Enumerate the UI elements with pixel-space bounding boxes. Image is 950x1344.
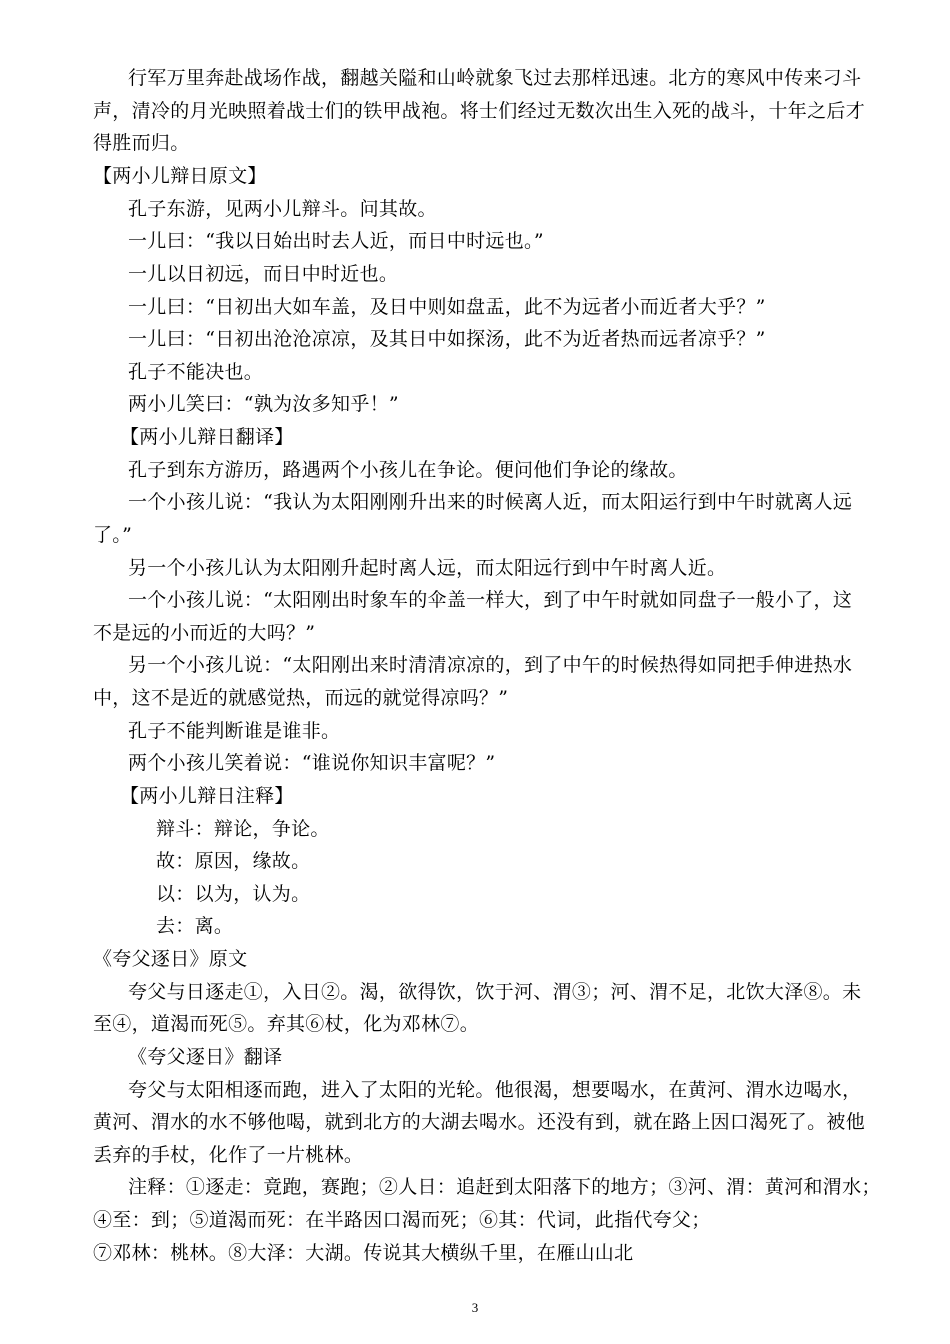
text-line: 另一个小孩儿说：“太阳刚出来时清清凉凉的，到了中午的时候热得如同把手伸进热水 bbox=[128, 654, 853, 676]
text-line: 不是远的小而近的大吗？” bbox=[93, 622, 316, 644]
text-line: 得胜而归。 bbox=[93, 132, 190, 154]
text-line: 夸父与太阳相逐而跑，进入了太阳的光轮。他很渴，想要喝水，在黄河、渭水边喝水， bbox=[128, 1079, 862, 1101]
text-line: 一个小孩儿说：“太阳刚出时象车的伞盖一样大，到了中午时就如同盘子一般小了，这 bbox=[128, 589, 853, 611]
text-line: ④至：到；⑤道渴而死：在半路因口渴而死；⑥其：代词，此指代夸父； bbox=[93, 1209, 711, 1231]
text-line: 孔子不能决也。 bbox=[128, 361, 264, 383]
text-line: 夸父与日逐走①，入日②。渴，欲得饮，饮于河、渭③；河、渭不足，北饮大泽⑧。未 bbox=[128, 981, 862, 1003]
annotation-line: 去：离。 bbox=[156, 915, 234, 937]
section-heading: 《夸父逐日》翻译 bbox=[128, 1046, 283, 1068]
text-line: 行军万里奔赴战场作战，翻越关隘和山岭就象飞过去那样迅速。北方的寒风中传来刁斗 bbox=[128, 67, 862, 89]
text-line: 孔子不能判断谁是谁非。 bbox=[128, 720, 341, 742]
text-line: 一个小孩儿说：“我认为太阳刚刚升出来的时候离人近，而太阳运行到中午时就离人远 bbox=[128, 491, 853, 513]
text-line: 丢弃的手杖，化作了一片桃林。 bbox=[93, 1144, 364, 1166]
annotation-line: 故：原因，缘故。 bbox=[156, 850, 311, 872]
text-line: 孔子东游，见两小儿辩斗。问其故。 bbox=[128, 198, 437, 220]
text-line: 黄河、渭水的水不够他喝，就到北方的大湖去喝水。还没有到，就在路上因口渴死了。被他 bbox=[93, 1111, 866, 1133]
section-heading: 【两小儿辩日注释】 bbox=[120, 785, 294, 807]
section-heading: 【两小儿辩日翻译】 bbox=[120, 426, 294, 448]
text-line: 两个小孩儿笑着说：“谁说你知识丰富呢？” bbox=[128, 752, 496, 774]
text-line: 声，清冷的月光映照着战士们的铁甲战袍。将士们经过无数次出生入死的战斗，十年之后才 bbox=[93, 100, 866, 122]
text-line: 一儿以日初远，而日中时近也。 bbox=[128, 263, 399, 285]
text-line: 中，这不是近的就感觉热，而远的就觉得凉吗？” bbox=[93, 687, 509, 709]
text-line: 孔子到东方游历，路遇两个小孩儿在争论。便问他们争论的缘故。 bbox=[128, 459, 688, 481]
section-heading: 《夸父逐日》原文 bbox=[93, 948, 248, 970]
text-line: 另一个小孩儿认为太阳刚升起时离人远，而太阳远行到中午时离人近。 bbox=[128, 557, 727, 579]
text-line: ⑦邓林：桃林。⑧大泽：大湖。传说其大横纵千里，在雁山山北 bbox=[93, 1242, 634, 1264]
text-line: 两小儿笑曰：“孰为汝多知乎！” bbox=[128, 393, 399, 415]
annotation-line: 以：以为，认为。 bbox=[156, 883, 311, 905]
section-heading: 【两小儿辩日原文】 bbox=[93, 165, 267, 187]
annotation-line: 辩斗：辩论，争论。 bbox=[156, 818, 330, 840]
text-line: 至④，道渴而死⑤。弃其⑥杖，化为邓林⑦。 bbox=[93, 1013, 480, 1035]
page-number: 3 bbox=[471, 1300, 479, 1315]
text-line: 一儿曰：“日初出大如车盖，及日中则如盘盂，此不为远者小而近者大乎？” bbox=[128, 296, 766, 318]
text-line: 一儿曰：“日初出沧沧凉凉，及其日中如探汤，此不为近者热而远者凉乎？” bbox=[128, 328, 766, 350]
text-line: 注释：①逐走：竟跑，赛跑；②人日：追赶到太阳落下的地方；③河、渭：黄河和渭水； bbox=[128, 1176, 881, 1198]
text-line: 一儿曰：“我以日始出时去人近，而日中时远也。” bbox=[128, 230, 544, 252]
text-line: 了。” bbox=[93, 524, 133, 546]
